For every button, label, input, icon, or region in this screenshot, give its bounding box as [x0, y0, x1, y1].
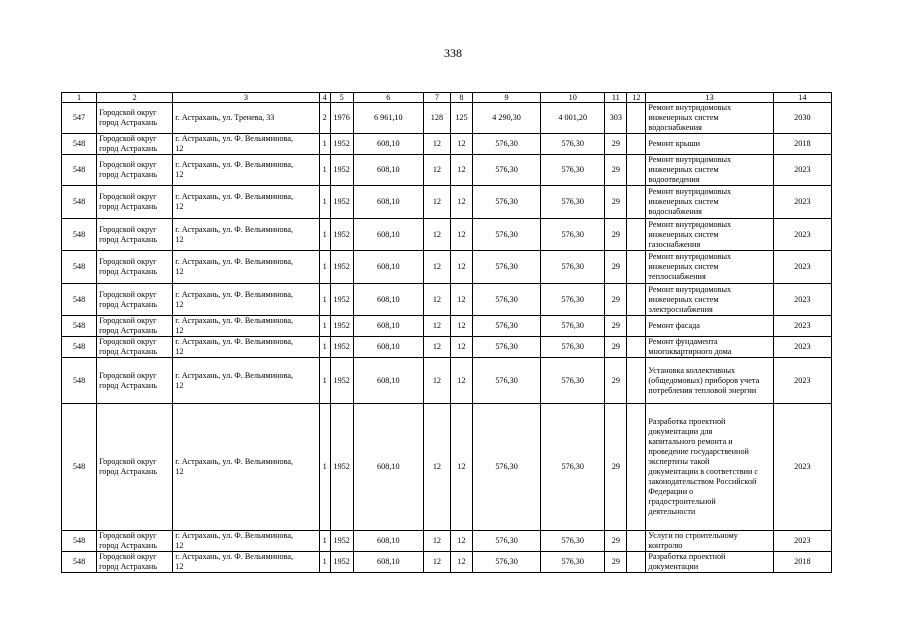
- cell-col-12: [627, 186, 646, 219]
- cell-planned-year: 2023: [773, 358, 831, 404]
- cell-people: 29: [605, 284, 627, 316]
- cell-year-built: 1952: [330, 531, 353, 552]
- cell-residential-area: 4 290,30: [472, 103, 540, 134]
- cell-planned-year: 2023: [773, 251, 831, 284]
- cell-municipality: Городской округ город Астрахань: [97, 531, 173, 552]
- table-row: [62, 219, 832, 251]
- cell-work-type: Ремонт фундамента многоквартирного дома: [646, 337, 773, 358]
- cell-year-built: 1952: [330, 358, 353, 404]
- cell-address: г. Астрахань, ул. Ф. Вельяминова, 12: [173, 134, 319, 155]
- cell-address: г. Астрахань, ул. Ф. Вельяминова, 12: [173, 337, 319, 358]
- cell-row-number: 548: [62, 404, 97, 531]
- cell-floors: 1: [319, 552, 330, 573]
- cell-floors: 1: [319, 358, 330, 404]
- cell-apartments: 12: [423, 404, 450, 531]
- cell-row-number: 548: [62, 134, 97, 155]
- cell-year-built: 1952: [330, 186, 353, 219]
- cell-work-type: Ремонт фасада: [646, 316, 773, 337]
- cell-floors: 1: [319, 219, 330, 251]
- cell-apartments: 12: [423, 316, 450, 337]
- cell-residents: 12: [450, 134, 472, 155]
- cell-year-built: 1952: [330, 134, 353, 155]
- cell-address: г. Астрахань, ул. Ф. Вельяминова, 12: [173, 251, 319, 284]
- cell-residents: 12: [450, 251, 472, 284]
- cell-residents: 12: [450, 316, 472, 337]
- cell-total-area: 608,10: [353, 134, 423, 155]
- header-cell: 13: [646, 93, 773, 103]
- cell-municipality: Городской округ город Астрахань: [97, 103, 173, 134]
- cell-work-type: Установка коллективных (общедомовых) приборов учета потребления тепловой энергии: [646, 358, 773, 404]
- header-cell: 6: [353, 93, 423, 103]
- cell-residential-area: 576,30: [472, 337, 540, 358]
- cell-apartments: 12: [423, 358, 450, 404]
- capital-repair-table: [61, 92, 832, 573]
- cell-apartments: 12: [423, 337, 450, 358]
- cell-apartments: 12: [423, 284, 450, 316]
- cell-work-type: Ремонт внутридомовых инженерных систем электроснабжения: [646, 284, 773, 316]
- cell-people: 29: [605, 531, 627, 552]
- cell-address: г. Астрахань, ул. Ф. Вельяминова, 12: [173, 284, 319, 316]
- cell-floors: 1: [319, 404, 330, 531]
- cell-private-area: 4 001,20: [541, 103, 605, 134]
- cell-planned-year: 2023: [773, 316, 831, 337]
- cell-col-12: [627, 404, 646, 531]
- cell-year-built: 1952: [330, 404, 353, 531]
- cell-total-area: 608,10: [353, 316, 423, 337]
- cell-municipality: Городской округ город Астрахань: [97, 251, 173, 284]
- cell-work-type: Ремонт внутридомовых инженерных систем газоснабжения: [646, 219, 773, 251]
- cell-floors: 1: [319, 251, 330, 284]
- cell-total-area: 608,10: [353, 251, 423, 284]
- cell-year-built: 1952: [330, 219, 353, 251]
- header-cell: 12: [627, 93, 646, 103]
- cell-residents: 12: [450, 404, 472, 531]
- cell-col-12: [627, 251, 646, 284]
- cell-address: г. Астрахань, ул. Ф. Вельяминова, 12: [173, 186, 319, 219]
- table-row: [62, 155, 832, 186]
- cell-private-area: 576,30: [541, 316, 605, 337]
- header-cell: 11: [605, 93, 627, 103]
- cell-row-number: 548: [62, 552, 97, 573]
- cell-residential-area: 576,30: [472, 186, 540, 219]
- cell-municipality: Городской округ город Астрахань: [97, 337, 173, 358]
- cell-private-area: 576,30: [541, 404, 605, 531]
- header-cell: 9: [472, 93, 540, 103]
- cell-people: 29: [605, 337, 627, 358]
- cell-address: г. Астрахань, ул. Ф. Вельяминова, 12: [173, 358, 319, 404]
- cell-apartments: 12: [423, 531, 450, 552]
- header-cell: 10: [541, 93, 605, 103]
- cell-residents: 12: [450, 284, 472, 316]
- cell-planned-year: 2023: [773, 404, 831, 531]
- cell-col-12: [627, 134, 646, 155]
- cell-year-built: 1952: [330, 316, 353, 337]
- cell-people: 29: [605, 134, 627, 155]
- header-cell: 8: [450, 93, 472, 103]
- cell-row-number: 548: [62, 316, 97, 337]
- header-cell: 5: [330, 93, 353, 103]
- cell-residents: 12: [450, 219, 472, 251]
- cell-planned-year: 2023: [773, 531, 831, 552]
- page-number: 338: [444, 46, 462, 60]
- header-cell: 7: [423, 93, 450, 103]
- table-row: [62, 251, 832, 284]
- cell-people: 29: [605, 251, 627, 284]
- cell-row-number: 548: [62, 358, 97, 404]
- cell-row-number: 547: [62, 103, 97, 134]
- cell-planned-year: 2030: [773, 103, 831, 134]
- cell-planned-year: 2018: [773, 134, 831, 155]
- cell-residents: 12: [450, 531, 472, 552]
- cell-floors: 1: [319, 155, 330, 186]
- cell-total-area: 608,10: [353, 531, 423, 552]
- cell-private-area: 576,30: [541, 337, 605, 358]
- cell-address: г. Астрахань, ул. Ф. Вельяминова, 12: [173, 219, 319, 251]
- header-cell: 1: [62, 93, 97, 103]
- cell-residents: 12: [450, 186, 472, 219]
- cell-people: 29: [605, 219, 627, 251]
- cell-residents: 12: [450, 155, 472, 186]
- cell-residents: 12: [450, 552, 472, 573]
- cell-planned-year: 2023: [773, 186, 831, 219]
- cell-total-area: 608,10: [353, 155, 423, 186]
- cell-address: г. Астрахань, ул. Ф. Вельяминова, 12: [173, 155, 319, 186]
- cell-people: 29: [605, 552, 627, 573]
- cell-address: г. Астрахань, ул. Ф. Вельяминова, 12: [173, 552, 319, 573]
- cell-col-12: [627, 552, 646, 573]
- table-row: [62, 134, 832, 155]
- cell-planned-year: 2023: [773, 155, 831, 186]
- cell-row-number: 548: [62, 531, 97, 552]
- cell-year-built: 1976: [330, 103, 353, 134]
- cell-floors: 1: [319, 316, 330, 337]
- cell-work-type: Услуги по строительному контролю: [646, 531, 773, 552]
- cell-municipality: Городской округ город Астрахань: [97, 552, 173, 573]
- cell-row-number: 548: [62, 251, 97, 284]
- cell-planned-year: 2023: [773, 337, 831, 358]
- cell-residents: 125: [450, 103, 472, 134]
- cell-people: 29: [605, 358, 627, 404]
- cell-planned-year: 2023: [773, 284, 831, 316]
- cell-residential-area: 576,30: [472, 284, 540, 316]
- cell-municipality: Городской округ город Астрахань: [97, 219, 173, 251]
- table-row: [62, 531, 832, 552]
- cell-municipality: Городской округ город Астрахань: [97, 404, 173, 531]
- cell-residential-area: 576,30: [472, 316, 540, 337]
- table-row: [62, 337, 832, 358]
- cell-row-number: 548: [62, 219, 97, 251]
- cell-row-number: 548: [62, 186, 97, 219]
- cell-private-area: 576,30: [541, 186, 605, 219]
- cell-total-area: 608,10: [353, 284, 423, 316]
- cell-residents: 12: [450, 358, 472, 404]
- cell-floors: 1: [319, 284, 330, 316]
- cell-municipality: Городской округ город Астрахань: [97, 284, 173, 316]
- cell-apartments: 12: [423, 251, 450, 284]
- cell-address: г. Астрахань, ул. Ф. Вельяминова, 12: [173, 531, 319, 552]
- cell-year-built: 1952: [330, 251, 353, 284]
- cell-address: г. Астрахань, ул. Ф. Вельяминова, 12: [173, 316, 319, 337]
- cell-row-number: 548: [62, 284, 97, 316]
- cell-municipality: Городской округ город Астрахань: [97, 155, 173, 186]
- cell-total-area: 608,10: [353, 358, 423, 404]
- cell-private-area: 576,30: [541, 155, 605, 186]
- cell-col-12: [627, 358, 646, 404]
- cell-floors: 1: [319, 186, 330, 219]
- cell-year-built: 1952: [330, 155, 353, 186]
- cell-apartments: 128: [423, 103, 450, 134]
- table-row: [62, 404, 832, 531]
- cell-floors: 2: [319, 103, 330, 134]
- cell-work-type: Разработка проектной документации: [646, 552, 773, 573]
- cell-people: 29: [605, 186, 627, 219]
- cell-municipality: Городской округ город Астрахань: [97, 358, 173, 404]
- cell-apartments: 12: [423, 155, 450, 186]
- cell-floors: 1: [319, 134, 330, 155]
- cell-year-built: 1952: [330, 552, 353, 573]
- cell-residential-area: 576,30: [472, 404, 540, 531]
- cell-residential-area: 576,30: [472, 251, 540, 284]
- cell-row-number: 548: [62, 337, 97, 358]
- cell-floors: 1: [319, 531, 330, 552]
- cell-residential-area: 576,30: [472, 155, 540, 186]
- table-row: [62, 316, 832, 337]
- header-cell: 4: [319, 93, 330, 103]
- cell-col-12: [627, 155, 646, 186]
- cell-residential-area: 576,30: [472, 358, 540, 404]
- cell-col-12: [627, 531, 646, 552]
- cell-total-area: 608,10: [353, 186, 423, 219]
- cell-total-area: 608,10: [353, 404, 423, 531]
- cell-residents: 12: [450, 337, 472, 358]
- cell-col-12: [627, 219, 646, 251]
- cell-col-12: [627, 284, 646, 316]
- cell-total-area: 608,10: [353, 219, 423, 251]
- header-row: [62, 93, 832, 103]
- cell-residential-area: 576,30: [472, 531, 540, 552]
- cell-people: 29: [605, 316, 627, 337]
- cell-residential-area: 576,30: [472, 552, 540, 573]
- cell-apartments: 12: [423, 134, 450, 155]
- cell-municipality: Городской округ город Астрахань: [97, 316, 173, 337]
- cell-people: 29: [605, 155, 627, 186]
- cell-private-area: 576,30: [541, 284, 605, 316]
- cell-address: г. Астрахань, ул. Тренева, 33: [173, 103, 319, 134]
- cell-municipality: Городской округ город Астрахань: [97, 134, 173, 155]
- cell-col-12: [627, 103, 646, 134]
- cell-work-type: Разработка проектной документации для капитального ремонта и проведение государственной экспертизы такой документации в соответствии с законодательством Российской Федерации о градостроительной деятельности: [646, 404, 773, 531]
- cell-year-built: 1952: [330, 284, 353, 316]
- header-cell: 3: [173, 93, 319, 103]
- cell-private-area: 576,30: [541, 251, 605, 284]
- cell-total-area: 6 961,10: [353, 103, 423, 134]
- table-row: [62, 186, 832, 219]
- cell-work-type: Ремонт внутридомовых инженерных систем водоотведения: [646, 155, 773, 186]
- cell-residential-area: 576,30: [472, 134, 540, 155]
- cell-address: г. Астрахань, ул. Ф. Вельяминова, 12: [173, 404, 319, 531]
- cell-private-area: 576,30: [541, 531, 605, 552]
- cell-floors: 1: [319, 337, 330, 358]
- cell-total-area: 608,10: [353, 552, 423, 573]
- cell-municipality: Городской округ город Астрахань: [97, 186, 173, 219]
- table-row: [62, 284, 832, 316]
- cell-private-area: 576,30: [541, 552, 605, 573]
- cell-year-built: 1952: [330, 337, 353, 358]
- cell-private-area: 576,30: [541, 134, 605, 155]
- cell-planned-year: 2018: [773, 552, 831, 573]
- cell-private-area: 576,30: [541, 358, 605, 404]
- cell-residential-area: 576,30: [472, 219, 540, 251]
- cell-work-type: Ремонт внутридомовых инженерных систем теплоснабжения: [646, 251, 773, 284]
- cell-private-area: 576,30: [541, 219, 605, 251]
- table-row: [62, 552, 832, 573]
- table-row: [62, 103, 832, 134]
- header-cell: 2: [97, 93, 173, 103]
- cell-people: 29: [605, 404, 627, 531]
- cell-apartments: 12: [423, 186, 450, 219]
- cell-apartments: 12: [423, 552, 450, 573]
- cell-row-number: 548: [62, 155, 97, 186]
- cell-work-type: Ремонт внутридомовых инженерных систем водоснабжения: [646, 103, 773, 134]
- cell-work-type: Ремонт крыши: [646, 134, 773, 155]
- cell-col-12: [627, 337, 646, 358]
- cell-people: 303: [605, 103, 627, 134]
- header-cell: 14: [773, 93, 831, 103]
- cell-apartments: 12: [423, 219, 450, 251]
- cell-total-area: 608,10: [353, 337, 423, 358]
- cell-work-type: Ремонт внутридомовых инженерных систем водоснабжения: [646, 186, 773, 219]
- table-row: [62, 358, 832, 404]
- cell-planned-year: 2023: [773, 219, 831, 251]
- cell-col-12: [627, 316, 646, 337]
